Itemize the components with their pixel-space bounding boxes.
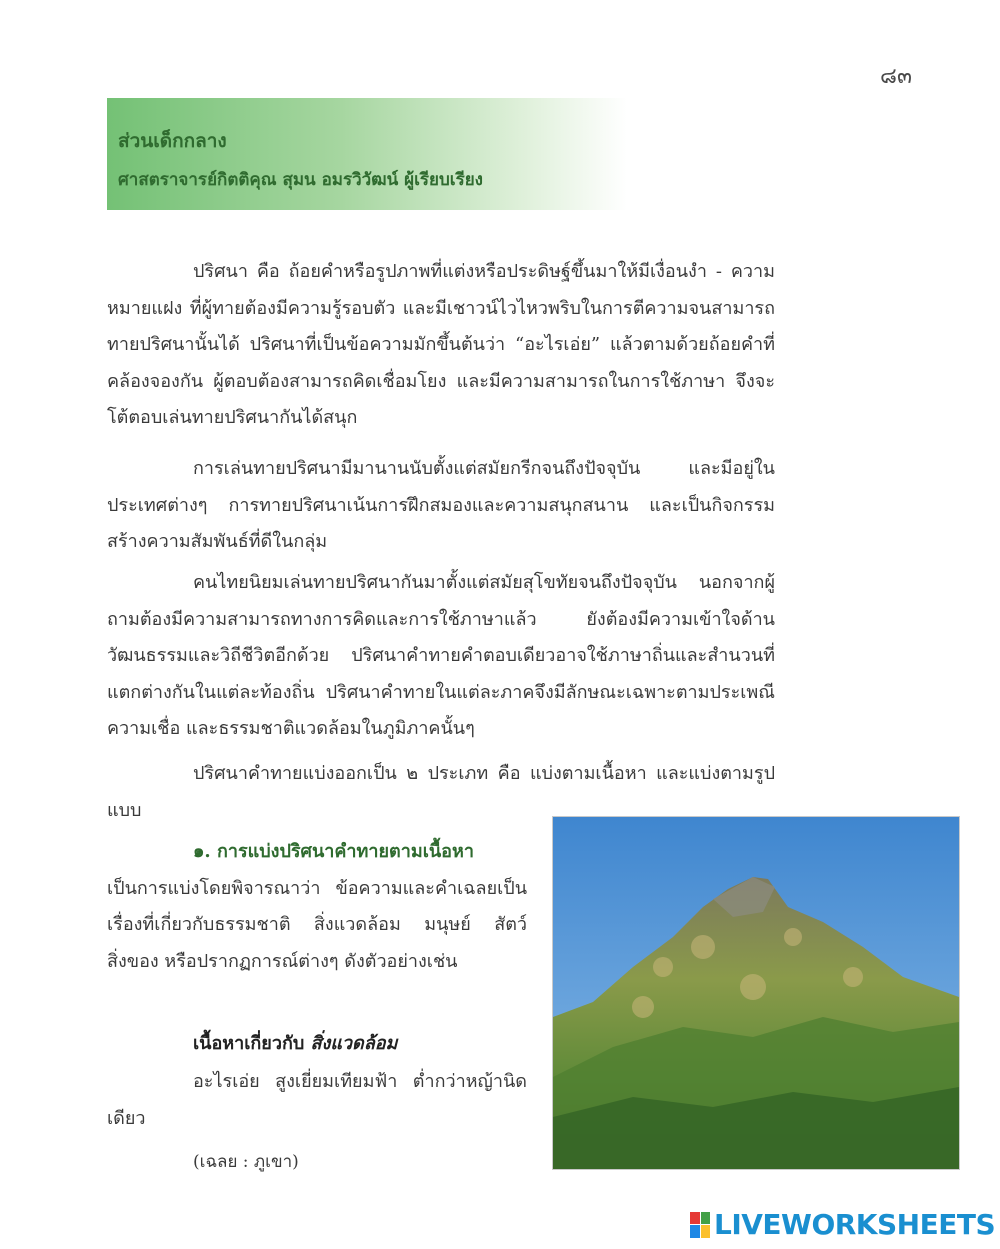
- mountain-photo: [552, 816, 960, 1170]
- example-heading-topic: สิ่งแวดล้อม: [310, 1033, 398, 1054]
- section-1-heading: ๑. การแบ่งปริศนาคำทายตามเนื้อหา: [193, 841, 474, 862]
- section-1: [107, 834, 527, 980]
- logo-text: LIVEWORKSHEETS: [714, 1208, 996, 1241]
- section-title: ส่วนเด็กกลาง: [118, 130, 227, 152]
- liveworksheets-logo: [690, 1208, 995, 1241]
- paragraph-2: การเล่นทายปริศนามีมานานนับตั้งแต่สมัยกรีกจนถึงปัจจุบัน และมีอยู่ในประเทศต่างๆ การทายปริศนาเน้นการฝึกสมองและความสนุกสนาน และเป็นกิจกรรมสร้างความสัมพันธ์ที่ดีในกลุ่ม: [107, 458, 775, 552]
- paragraph-3: คนไทยนิยมเล่นทายปริศนากันมาตั้งแต่สมัยสุโขทัยจนถึงปัจจุบัน นอกจากผู้ถามต้องมีความสามารถทางการคิดและการใช้ภาษาแล้ว ยังต้องมีความเข้าใจด้านวัฒนธรรมและวิถีชีวิตอีกด้วย ปริศนาคำทายคำตอบเดียวอาจใช้ภาษาถิ่นและสำนวนที่แตกต่างกันในแต่ละท้องถิ่น ปริศนาคำทายในแต่ละภาคจึงมีลักษณะเฉพาะตามประเพณี ความเชื่อ และธรรมชาติแวดล้อมในภูมิภาคนั้นๆ: [107, 572, 775, 739]
- riddle-answer: (เฉลย : ภูเขา): [193, 1152, 299, 1172]
- page-number: ๘๓: [880, 64, 913, 89]
- example-heading: [193, 1028, 397, 1057]
- paragraph-4: ปริศนาคำทายแบ่งออกเป็น ๒ ประเภท คือ แบ่งตามเนื้อหา และแบ่งตามรูปแบบ: [107, 763, 775, 821]
- author-line: ศาสตราจารย์กิตติคุณ สุมน อมรวิวัฒน์ ผู้เรียบเรียง: [118, 170, 483, 190]
- logo-badge-icon: [690, 1212, 710, 1238]
- riddle-text: อะไรเอ่ย สูงเยี่ยมเทียมฟ้า ต่ำกว่าหญ้านิดเดียว: [107, 1071, 527, 1129]
- example-heading-prefix: เนื้อหาเกี่ยวกับ: [193, 1033, 311, 1054]
- section-1-body: เป็นการแบ่งโดยพิจารณาว่า ข้อความและคำเฉลยเป็นเรื่องที่เกี่ยวกับธรรมชาติ สิ่งแวดล้อม มนุษย์ สัตว์ สิ่งของ หรือปรากฏการณ์ต่างๆ ดังตัวอย่างเช่น: [107, 877, 527, 972]
- paragraph-1: ปริศนา คือ ถ้อยคำหรือรูปภาพที่แต่งหรือประดิษฐ์ขึ้นมาให้มีเงื่อนงำ - ความหมายแฝง ที่ผู้ทายต้องมีความรู้รอบตัว และมีเชาวน์ไวไหวพริบในการตีความจนสามารถทายปริศนานั้นได้ ปริศนาที่เป็นข้อความมักขึ้นต้นว่า “อะไรเอ่ย” แล้วตามด้วยถ้อยคำที่คล้องจองกัน ผู้ตอบต้องสามารถคิดเชื่อมโยง และมีความสามารถในการใช้ภาษา จึงจะโต้ตอบเล่นทายปริศนากันได้สนุก: [107, 261, 775, 428]
